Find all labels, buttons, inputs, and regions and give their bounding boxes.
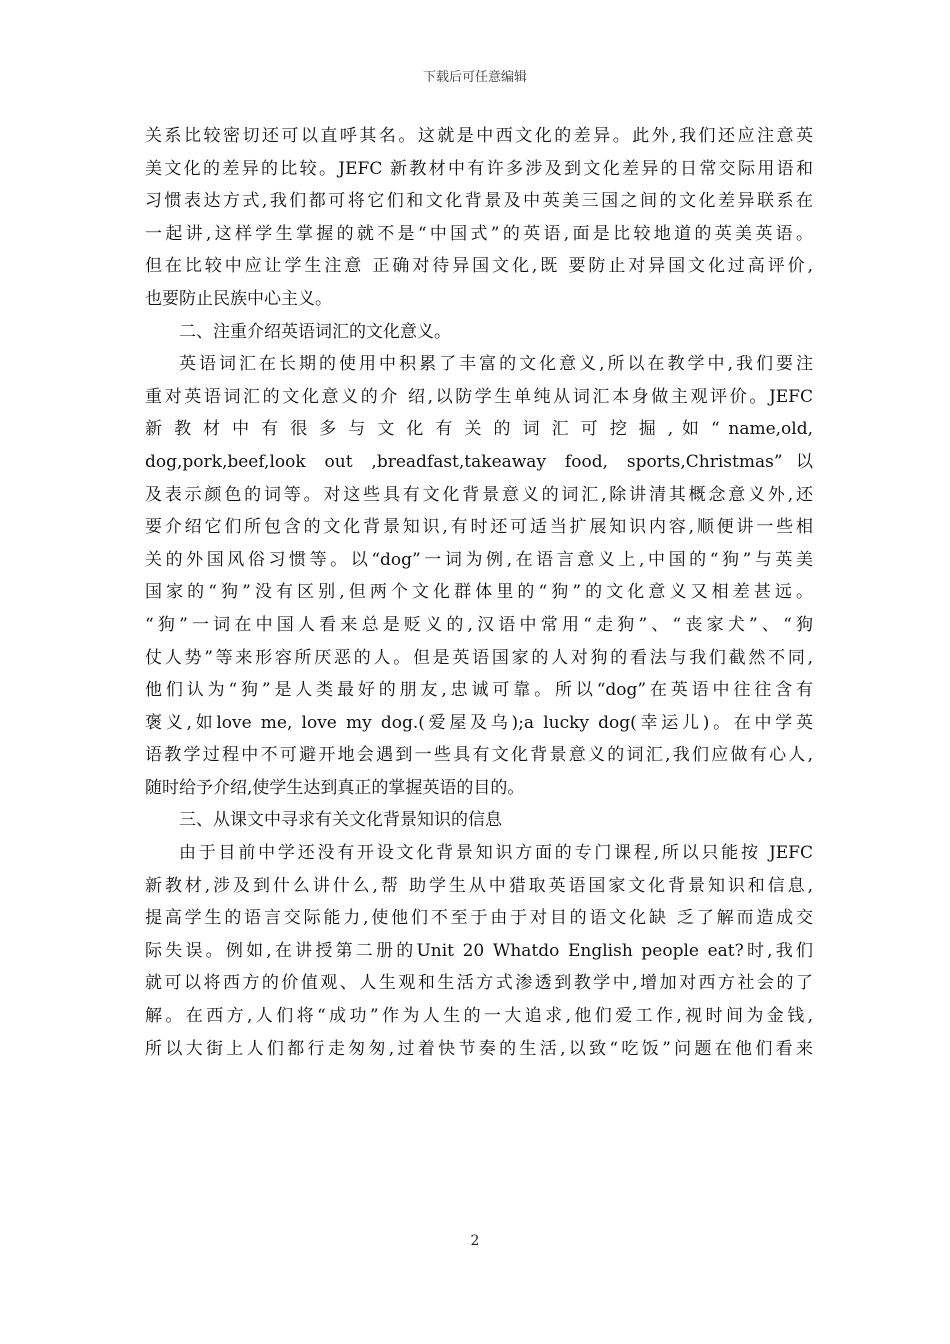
section-heading: 二、注重介绍英语词汇的文化意义。 [179,321,451,342]
body-line: 语教学过程中不可避开地会遇到一些具有文化背景意义的词汇,我们应做有心人, [145,745,813,766]
document-body [145,120,813,1065]
body-line: 所以大街上人们都行走匆匆,过着快节奏的生活,以致“吃饭”问题在他们看来 [145,1038,813,1059]
page-header: 下载后可任意编辑 [422,70,527,85]
body-line: 习惯表达方式,我们都可将它们和文化背景及中英美三国之间的文化差异联系在 [145,191,813,212]
body-line: 提高学生的语言交际能力,使他们不至于由于对目的语文化缺 乏了解而造成交 [145,908,813,929]
body-line: 关的外国风俗习惯等。以“dog”一词为例,在语言意义上,中国的“狗”与英美 [145,549,813,570]
body-line: “狗”一词在中国人看来总是贬义的,汉语中常用“走狗”、“丧家犬”、“狗 [145,614,813,635]
body-line: 由于目前中学还没有开设文化背景知识方面的专门课程,所以只能按 JEFC [179,843,813,864]
body-line: 但在比较中应让学生注意 正确对待异国文化,既 要防止对异国文化过高评价, [145,256,813,277]
body-line: 国家的“狗”没有区别,但两个文化群体里的“狗”的文化意义又相差甚远。 [145,582,813,603]
body-line: 随时给予介绍,使学生达到真正的掌握英语的目的。 [145,777,525,798]
body-line: 也要防止民族中心主义。 [145,288,332,309]
body-line: 英语词汇在长期的使用中积累了丰富的文化意义,所以在教学中,我们要注 [179,354,813,375]
body-line: 要介绍它们所包含的文化背景知识,有时还可适当扩展知识内容,顺便讲一些相 [145,517,813,538]
body-line: 仗人势”等来形容所厌恶的人。但是英语国家的人对狗的看法与我们截然不同, [145,647,813,668]
body-line: dog,pork,beef,look out ,breadfast,takeaway food, sports,Christmas”以 [145,451,813,472]
body-line: 就可以将西方的价值观、人生观和生活方式渗透到教学中,增加对西方社会的了 [145,973,813,994]
section-heading: 三、从课文中寻求有关文化背景知识的信息 [179,810,502,831]
body-line: 褒义,如love me, love my dog.(爱屋及乌);a lucky dog(幸运儿)。在中学英 [145,712,813,733]
body-line: 关系比较密切还可以直呼其名。这就是中西文化的差异。此外,我们还应注意英 [145,126,813,146]
body-line: 一起讲,这样学生掌握的就不是“中国式”的英语,面是比较地道的英美英语。 [145,223,813,244]
body-line: 新教材,涉及到什么讲什么,帮 助学生从中猎取英语国家文化背景知识和信息, [145,875,813,896]
body-line: 际失误。例如,在讲授第二册的Unit 20 Whatdo English people eat?时,我们 [145,940,813,961]
body-line: 及表示颜色的词等。对这些具有文化背景意义的词汇,除讲清其概念意义外,还 [145,484,813,505]
body-line: 重对英语词汇的文化意义的介 绍,以防学生单纯从词汇本身做主观评价。JEFC [145,386,813,407]
body-line: 新 教 材 中 有 很 多 与 文 化 有 关 的 词 汇 可 挖 掘 , 如 “ name,old, [145,419,813,440]
page-number: 2 [470,1233,480,1249]
body-line: 他们认为“狗”是人类最好的朋友,忠诚可靠。所以“dog”在英语中往往含有 [145,680,813,701]
body-line: 解。在西方,人们将“成功”作为人生的一大追求,他们爱工作,视时间为金钱, [145,1006,813,1027]
body-line: 美文化的差异的比较。JEFC 新教材中有许多涉及到文化差异的日常交际用语和 [145,158,813,179]
